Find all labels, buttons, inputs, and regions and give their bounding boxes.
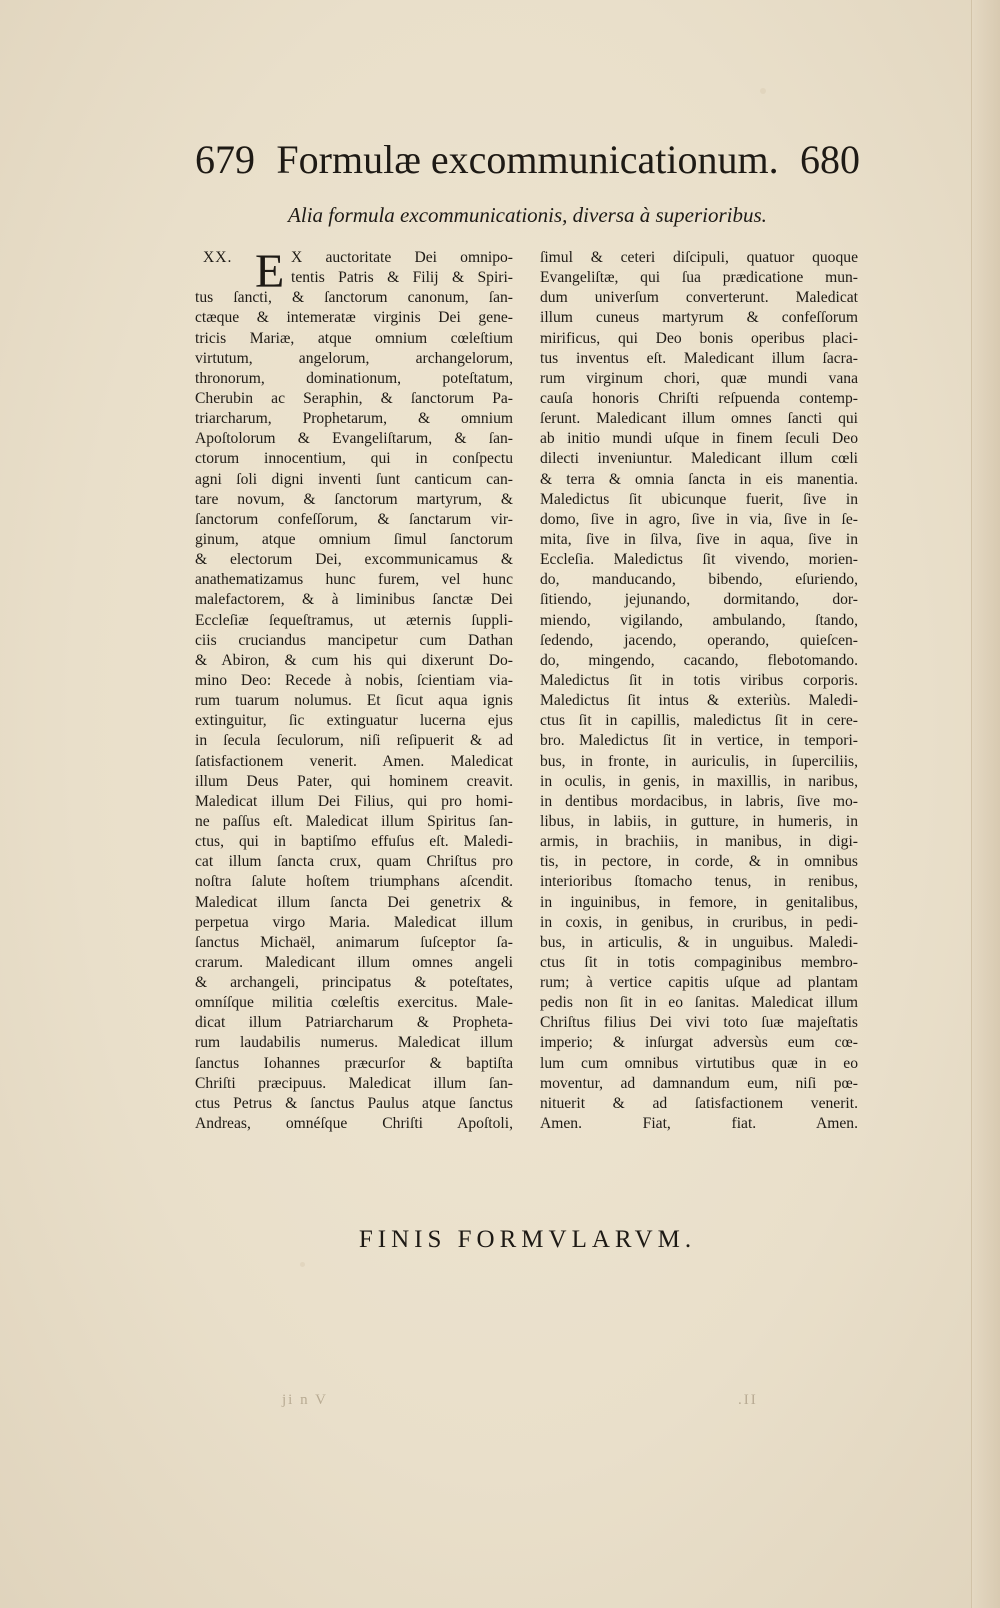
text-line: ſerunt. Maledicant illum omnes ſancti qui [540,410,858,428]
text-line: Evangeliſtæ, qui ſua prædicatione mun- [540,269,858,287]
text-line: tus ſancti, & ſanctorum canonum, ſan- [195,289,513,307]
text-line: Maledictus ſit ubicunque fuerit, ſive in [540,490,858,508]
page-number-left: 679 [195,137,255,182]
text-line: Maledictus ſit in totis viribus corporis. [540,671,858,689]
text-line: tare novum, & ſanctorum martyrum, & [195,490,513,508]
running-title: Formulæ excommunicationum. [276,137,779,182]
text-line: dilecti inveniuntur. Maledicant illum cœli [540,450,858,468]
text-line: & electorum Dei, excommunicamus & [195,551,513,569]
text-line: do, mingendo, cacando, flebotomando. [540,651,858,669]
text-line: noſtra ſalute hoſtem triumphans aſcendit. [195,873,513,891]
text-line: tricis Mariæ, atque omnium cœleſtium [195,329,513,347]
text-line: anathematizamus hunc furem, vel hunc [195,571,513,589]
text-line: perpetua virgo Maria. Maledicat illum [195,913,513,931]
text-line: Cherubin ac Seraphin, & ſanctorum Pa- [195,389,513,407]
text-line: Apoſtolorum & Evangeliſtarum, & ſan- [195,430,513,448]
text-line: & terra & omnia ſancta in eis manentia. [540,470,858,488]
text-line: cauſa honoris Chriſti reſpuenda contemp- [540,389,858,407]
text-line: cat illum ſancta crux, quam Chriſtus pro [195,853,513,871]
text-line: Eccleſiæ ſequeſtramus, ut æternis ſuppli- [195,611,513,629]
text-line: dicat illum Patriarcharum & Propheta- [195,1014,513,1032]
text-line: ctus, qui in baptiſmo effuſus eſt. Maledi- [195,833,513,851]
text-line: ne paſſus eſt. Maledicat illum Spiritus ſan- [195,812,513,830]
text-line: Maledicat illum ſancta Dei genetrix & [195,893,513,911]
text-line: malefactorem, & à liminibus ſanctæ Dei [195,591,513,609]
section-number: XX. [203,249,233,266]
text-line: do, manducando, bibendo, eſuriendo, [540,571,858,589]
text-line: bus, in articulis, & in unguibus. Maledi- [540,933,858,951]
paper-spot [300,1262,305,1267]
right-column [540,248,858,1134]
text-line: Andreas, omnéſque Chriſti Apoſtoli, [195,1115,513,1133]
text-line: libus, in labiis, in gutture, in humeris, in [540,812,858,830]
text-line: rum tuarum nolumus. Et ſicut aqua ignis [195,692,513,710]
text-line: extinguitur, ſic extinguatur lucerna ejus [195,712,513,730]
text-line: ſimul & ceteri diſcipuli, quatuor quoque [540,249,858,266]
text-line: X auctoritate Dei omnipo- [291,249,513,266]
text-line: mino Deo: Recede à nobis, ſcientiam via- [195,671,513,689]
text-line: ctæque & intemeratæ virginis Dei gene- [195,309,513,327]
text-line: ſitiendo, jejunando, dormitando, dor- [540,591,858,609]
running-header [195,132,860,188]
text-line: moventur, ad damnandum eum, niſi pœ- [540,1074,858,1092]
text-line: Chriſti præcipuus. Maledicat illum ſan- [195,1074,513,1092]
text-line: in inguinibus, in femore, in genitalibus, [540,893,858,911]
text-line: Maledictus ſit intus & exteriùs. Maledi- [540,692,858,710]
text-line: ſedendo, jacendo, operando, quieſcen- [540,631,858,649]
text-line: ctorum innocentium, qui in conſpectu [195,450,513,468]
section-subtitle: Alia formula excommunicationis, diversa à superioribus. [288,203,767,227]
text-line: in coxis, in genibus, in cruribus, in pedi- [540,913,858,931]
text-line: interioribus ſtomacho tenus, in renibus, [540,873,858,891]
left-column [195,245,513,1134]
drop-cap: E [255,245,285,298]
text-line: ginum, atque omnium ſimul ſanctorum [195,530,513,548]
text-line: bro. Maledictus ſit in vertice, in tempori- [540,732,858,750]
faint-show-through-right: .II [738,1392,758,1408]
text-line: thronorum, dominationum, poteſtatum, [195,369,513,387]
text-line: ctus ſit in totis compaginibus membro- [540,953,858,971]
text-line: ſanctorum confeſſorum, & ſanctarum vir- [195,510,513,528]
text-line: in dentibus mordacibus, in labris, ſive mo- [540,792,858,810]
text-line: & archangeli, principatus & poteſtates, [195,974,513,992]
text-line: tentis Patris & Filij & Spiri- [291,269,513,287]
text-columns [195,245,860,1168]
page-number-right: 680 [800,137,860,182]
text-line: triarcharum, Prophetarum, & omnium [195,410,513,428]
text-line: ſanctus Michaël, animarum ſuſceptor ſa- [195,933,513,951]
text-line: illum Deus Pater, qui hominem creavit. [195,772,513,790]
text-line: ſanctus Iohannes præcurſor & baptiſta [195,1054,513,1072]
page-edge [971,0,1000,1608]
text-line: Amen. Fiat, fiat. Amen. [540,1115,858,1133]
text-line: dum univerſum converterunt. Maledicat [540,289,858,307]
text-line: ciis cruciandus mancipetur cum Dathan [195,631,513,649]
text-line: & Abiron, & cum his qui dixerunt Do- [195,651,513,669]
text-line: agni ſoli digni inventi ſunt canticum can- [195,470,513,488]
text-line: miendo, vigilando, ambulando, ſtando, [540,611,858,629]
text-line: omníſque militia cœleſtis exercitus. Male- [195,994,513,1012]
text-line: Maledicat illum Dei Filius, qui pro homi- [195,792,513,810]
text-line: nituerit & ad ſatisfactionem venerit. [540,1094,858,1112]
text-line: rum laudabilis numerus. Maledicat illum [195,1034,513,1052]
text-line: mirificus, qui Deo bonis operibus placi- [540,329,858,347]
text-line: rum virginum chori, quæ mundi vana [540,369,858,387]
text-line: illum cuneus martyrum & confeſſorum [540,309,858,327]
text-line: rum; à vertice capitis uſque ad plantam [540,974,858,992]
text-line: tus inventus eſt. Maledicant illum ſacra- [540,349,858,367]
text-line: ctus ſit in capillis, maledictus ſit in cere- [540,712,858,730]
text-line: crarum. Maledicant illum omnes angeli [195,953,513,971]
text-line: ab initio mundi uſque in finem ſeculi Deo [540,430,858,448]
text-line: in oculis, in genis, in maxillis, in naribus, [540,772,858,790]
text-line: lum cum omnibus virtutibus quæ in eo [540,1054,858,1072]
text-line: bus, in fronte, in auriculis, in ſuperciliis, [540,752,858,770]
text-line: ctus Petrus & ſanctus Paulus atque ſanctus [195,1094,513,1112]
text-line: armis, in brachiis, in manibus, in digi- [540,833,858,851]
text-line: Eccleſia. Maledictus ſit vivendo, morien- [540,551,858,569]
text-line: domo, ſive in agro, ſive in via, ſive in ſe- [540,510,858,528]
text-line: Chriſtus filius Dei vivi toto ſuæ majeſtatis [540,1014,858,1032]
text-line: in ſecula ſeculorum, niſi reſipuerit & ad [195,732,513,750]
text-line: mita, ſive in ſilva, ſive in aqua, ſive in [540,530,858,548]
text-line: ſatisfactionem venerit. Amen. Maledicat [195,752,513,770]
text-line: pedis non ſit in eo ſanitas. Maledicat illum [540,994,858,1012]
text-line: imperio; & inſurgat adversùs eum cœ- [540,1034,858,1052]
text-line: virtutum, angelorum, archangelorum, [195,349,513,367]
text-line: tis, in pectore, in corde, & in omnibus [540,853,858,871]
paper-spot [760,88,766,94]
finis-line: FINIS FORMVLARVM. [358,1226,697,1253]
faint-show-through-left: ji n V [282,1392,328,1408]
